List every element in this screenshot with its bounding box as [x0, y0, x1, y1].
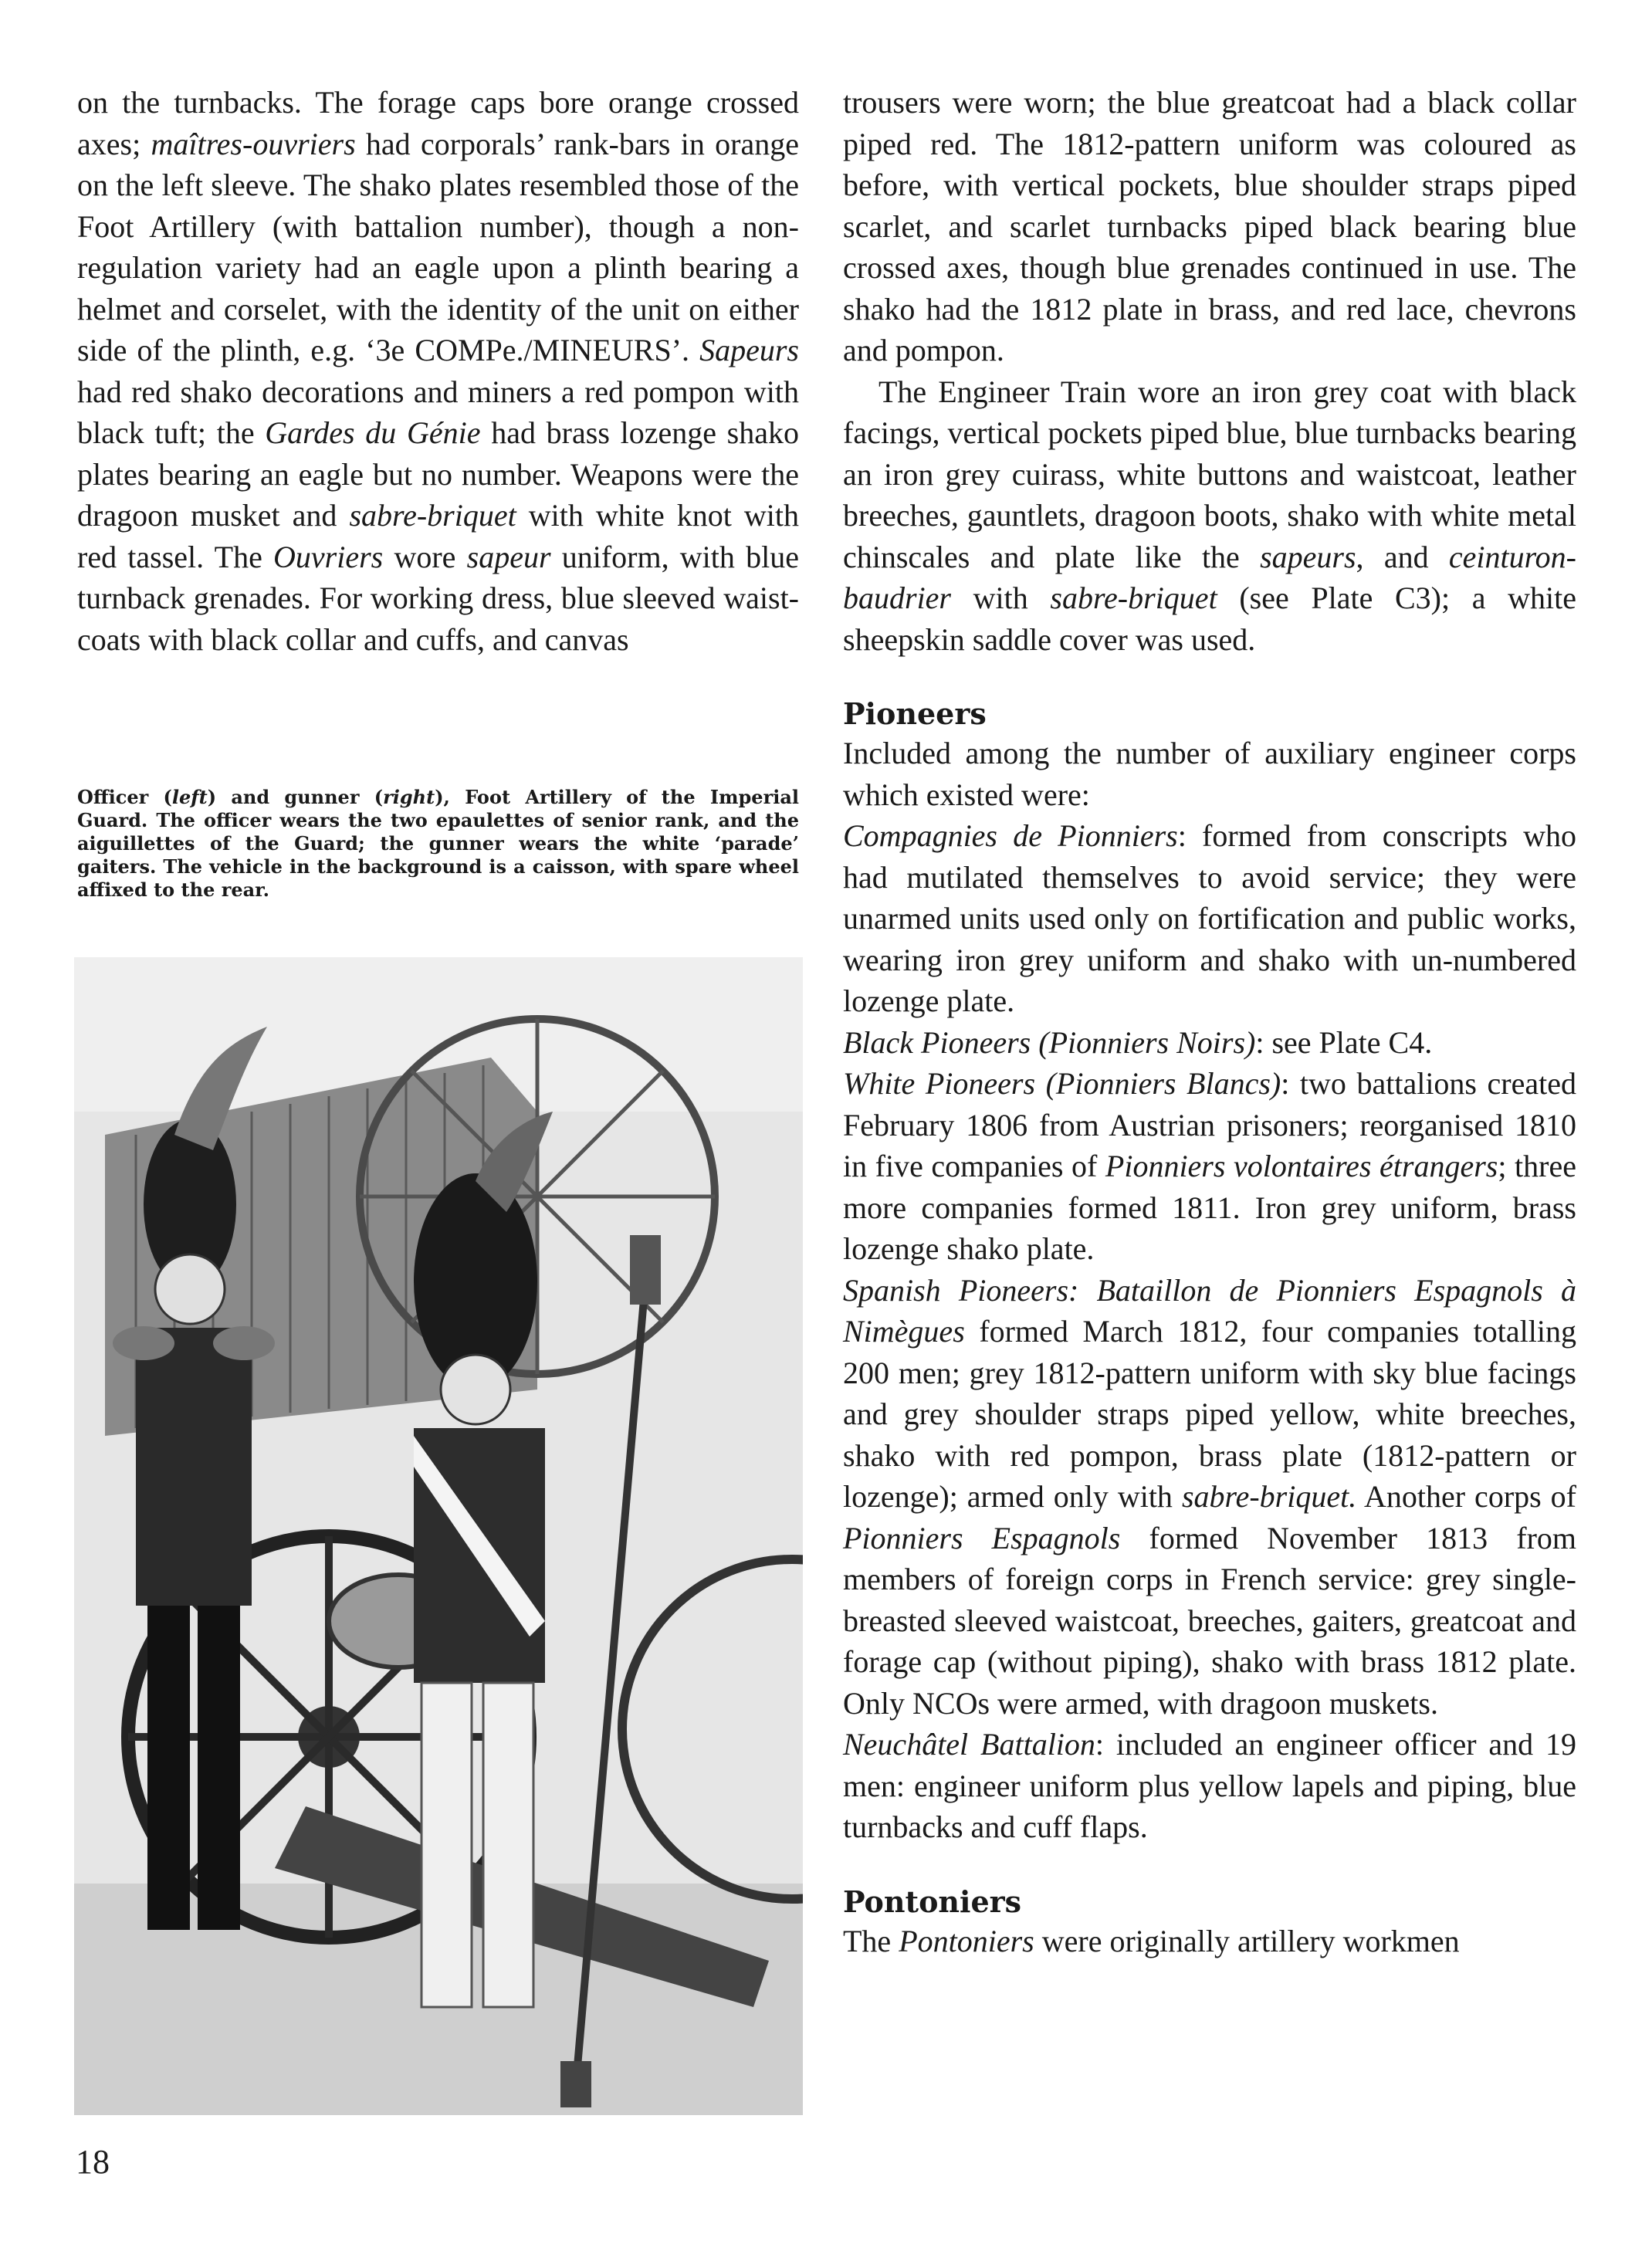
heading-pioneers: Pioneers	[843, 696, 987, 731]
figure-caption: Officer (left) and gunner (right), Foot Artillery of the Imperial Guard. The officer wears the two epaulettes of senior rank, and the aiguillettes of the Guard; the gunner wears the white ‘parade’ gaiters. The vehicle in the background is a caisson, with spare wheel affixed to the rear.	[77, 786, 799, 901]
entry-white-pioneers: White Pioneers (Pionniers Blancs): two battalions created February 1806 from Austrian prisoners; reorganised 1810 in five companies of Pionniers volontaires étrangers; three more companies formed 1811. Iron grey uniform, brass lozenge shako plate.	[843, 1066, 1577, 1266]
right-paragraph-2: The Engineer Train wore an iron grey coat with black facings, vertical pockets piped blue, blue turnbacks bearing an iron grey cuirass, white buttons and waistcoat, leather breeches, gauntlets, dragoon boots, shako with white metal chinscales and plate like the sapeurs, and ceinturon-baudrier with sabre-briquet (see Plate C3); a white sheepskin saddle cover was used.	[843, 374, 1576, 657]
right-paragraph-1: trousers were worn; the blue greatcoat had a black collar piped red. The 1812-pattern uniform was coloured as before, with vertical pockets, blue shoulder straps piped scarlet, and scarlet turnbacks piped black bearing blue crossed axes, though blue grenades continued in use. The shako had the 1812 plate in brass, and red lace, chevrons and pompon.	[843, 85, 1576, 367]
right-column	[843, 82, 1576, 1962]
pioneers-intro: Included among the number of auxiliary engineer corps which existed were:	[843, 736, 1576, 812]
left-column	[77, 82, 799, 660]
left-paragraph: on the turnbacks. The forage caps bore orange crossed axes; maîtres-ouvriers had corporals’ rank-bars in orange on the left sleeve. The shako plates resembled those of the Foot Artillery (with battalion number), though a non-regulation variety had an eagle upon a plinth bearing a helmet and corselet, with the identity of the unit on either side of the plinth, e.g. ‘3e COMPe./MINEURS’. Sapeurs had red shako decorations and miners a red pompon with black tuft; the Gardes du Génie had brass lozenge shako plates bearing an eagle but no number. Weapons were the dragoon musket and sabre-briquet with white knot with red tassel. The Ouvriers wore sapeur uniform, with blue turnback grenades. For working dress, blue sleeved waist-coats with black collar and cuffs, and canvas	[77, 85, 799, 657]
pontoniers-paragraph: The Pontoniers were originally artillery workmen	[843, 1923, 1460, 1958]
entry-neuchatel-battalion: Neuchâtel Battalion: included an engineer officer and 19 men: engineer uniform plus yellow lapels and piping, blue turnbacks and cuff flaps.	[843, 1727, 1576, 1844]
heading-pontoniers: Pontoniers	[843, 1884, 1022, 1919]
entry-spanish-pioneers: Spanish Pioneers: Bataillon de Pionniers Espagnols à Nimègues formed March 1812, four companies totalling 200 men; grey 1812-pattern uniform with sky blue facings and grey shoulder straps piped yellow, white breeches, shako with red pompon, brass plate (1812-pattern or lozenge); armed only with sabre-briquet. Another corps of Pionniers Espagnols formed November 1813 from members of foreign corps in French service: grey single-breasted sleeved waistcoat, breeches, gaiters, greatcoat and forage cap (without piping), shako with brass 1812 plate. Only NCOs were armed, with dragoon muskets.	[843, 1272, 1577, 1721]
page-number: 18	[76, 2143, 110, 2181]
entry-black-pioneers: Black Pioneers (Pionniers Noirs): see Plate C4.	[843, 1024, 1433, 1060]
artillery-illustration	[74, 957, 803, 2115]
entry-compagnies-de-pionniers: Compagnies de Pionniers: formed from conscripts who had mutilated themselves to avoid service; they were unarmed units used only on fortification and public works, wearing iron grey uniform and shako with un-numbered lozenge plate.	[843, 818, 1576, 1018]
